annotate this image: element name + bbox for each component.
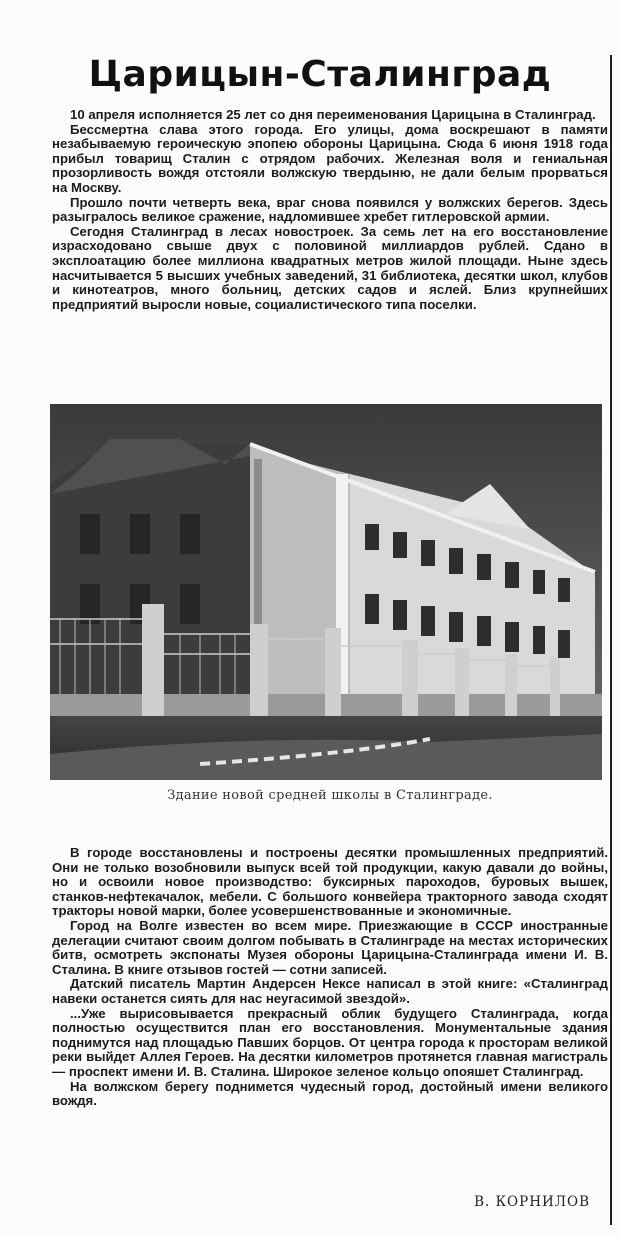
article-body-bottom — [52, 846, 608, 1109]
article-body-top — [52, 108, 608, 312]
author-signature: В. КОРНИЛОВ — [474, 1194, 590, 1210]
paragraph: Город на Волге известен во всем мире. Приезжающие в СССР иностранные делегации считают своим долгом побывать в Сталинграде на местах исторических битв, осмотреть экспонаты Музея обороны Царицына-Сталинграда имени И. В. Сталина. В книге отзывов гостей — сотни записей. — [52, 917, 608, 977]
article-title: Царицын-Сталинград — [88, 54, 552, 95]
paragraph: 10 апреля исполняется 25 лет со дня переименования Царицына в Сталинград. — [70, 107, 596, 122]
photo-caption: Здание новой средней школы в Сталинграде. — [167, 788, 493, 803]
paragraph: Датский писатель Мартин Андерсен Нексе написал в этой книге: «Сталинград навеки останется сиять для нас неугасимой звездой». — [52, 976, 608, 1006]
paragraph: В городе восстановлены и построены десятки промышленных предприятий. Они не только возобновили выпуск всей той продукции, какую давали до войны, но и освоили новое производство: буксирных пароходов, буровых вышек, станков-нефтекачалок, мебели. С большого конвейера тракторного завода сходят тракторы новой марки, более усовершенствованные и экономичные. — [52, 845, 608, 919]
paragraph: На волжском берегу поднимется чудесный город, достойный имени великого вождя. — [52, 1078, 608, 1109]
paragraph: ...Уже вырисовывается прекрасный облик будущего Сталинграда, когда полностью осуществится план его восстановления. Монументальные здания поднимутся над площадью Павших борцов. От центра города к просторам великой реки выйдет Аллея Героев. На десятки километров протянется главная магистраль — проспект имени И. В. Сталина. Широкое зеленое кольцо опояшет Сталинград. — [52, 1005, 608, 1079]
paragraph: Прошло почти четверть века, враг снова появился у волжских берегов. Здесь разыгралось великое сражение, надломившее хребет гитлеровской армии. — [52, 194, 608, 225]
paragraph: Бессмертна слава этого города. Его улицы, дома воскрешают в памяти незабываемую героическую эпопею обороны Царицына. Сюда 6 июня 1918 года прибыл товарищ Сталин с отрядом рабочих. Железная воля и гениальная прозорливость вождя отстояли волжскую твердыню, не дали белым прорваться на Москву. — [52, 121, 608, 195]
school-building-photo — [50, 404, 602, 780]
column-rule — [610, 55, 612, 1225]
school-building-illustration — [50, 404, 602, 780]
paragraph: Сегодня Сталинград в лесах новостроек. За семь лет на его восстановление израсходовано свыше двух с половиной миллиардов рублей. Сдано в эксплоатацию более миллиона квадратных метров жилой площади. Ныне здесь насчитывается 5 высших учебных заведений, 31 библиотека, десятки школ, клубов и кинотеатров, много больниц, детских садов и яслей. Близ крупнейших предприятий выросли новые, социалистического типа поселки. — [52, 223, 608, 312]
